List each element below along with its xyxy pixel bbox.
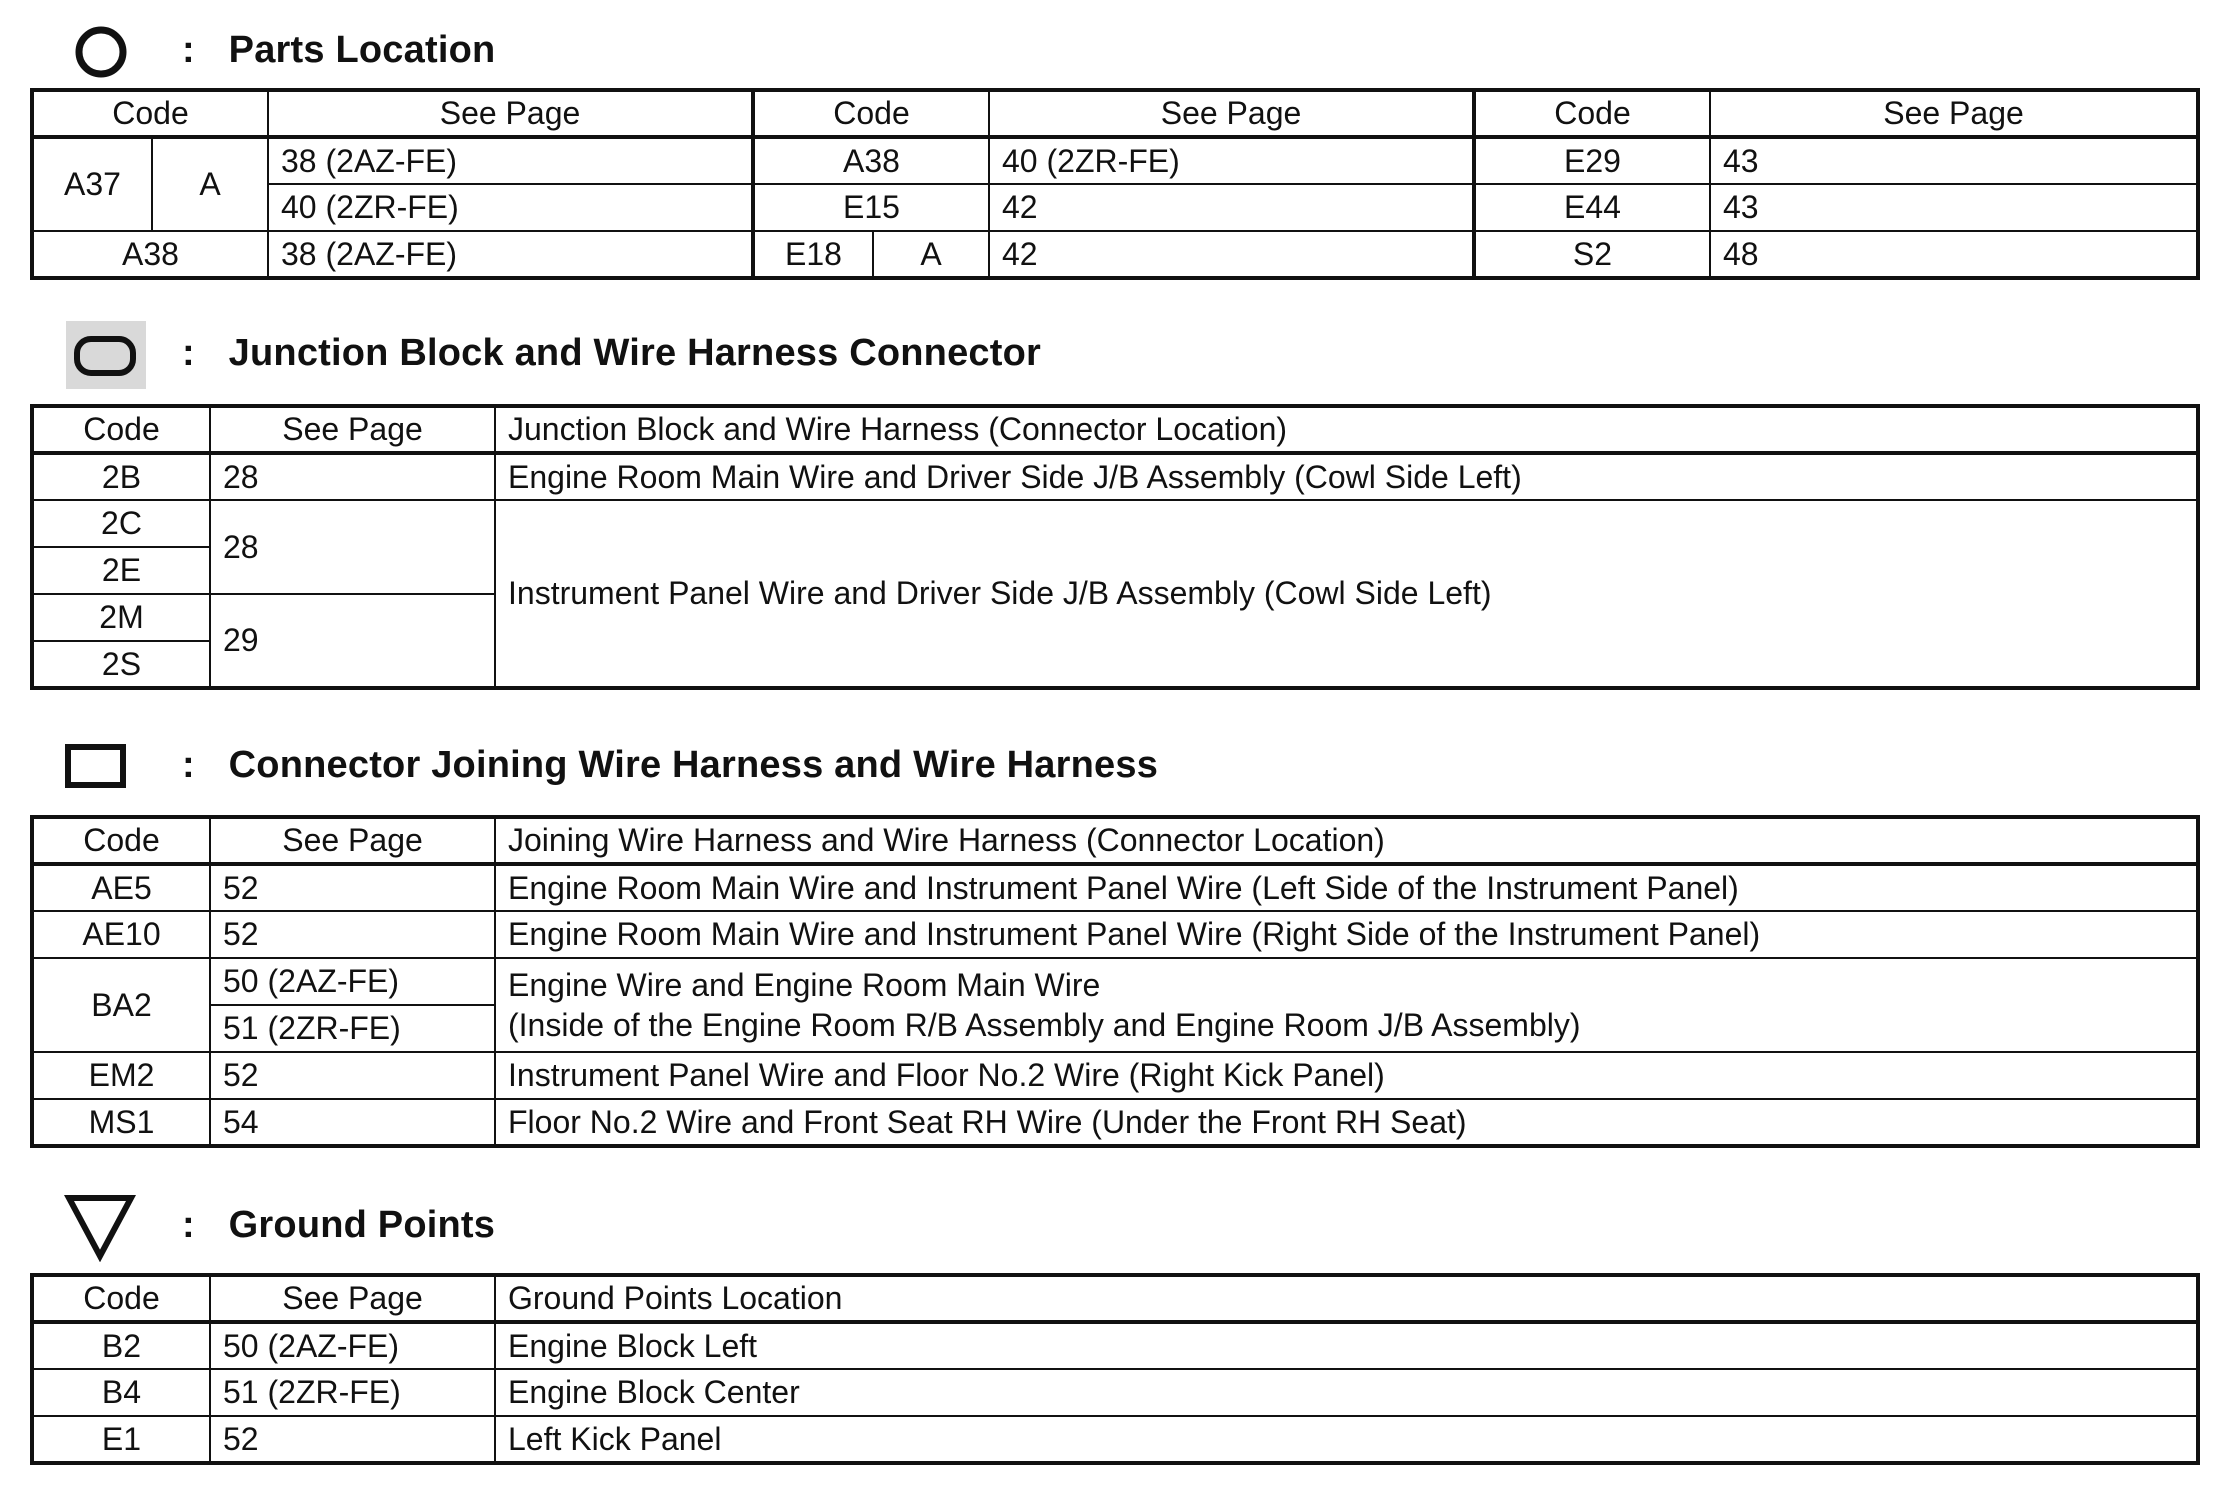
column-header-see-page: See Page: [210, 817, 495, 864]
table-row: [32, 864, 2198, 911]
column-header-see-page: See Page: [268, 90, 753, 137]
table-row: [32, 1052, 2198, 1099]
page-cell: 38 (2AZ-FE): [268, 137, 753, 184]
parts-location-table: [30, 88, 2200, 280]
page-cell: 28: [210, 500, 495, 594]
table-header-row: [32, 1275, 2198, 1322]
page-cell: 52: [210, 911, 495, 958]
column-header-see-page: See Page: [210, 406, 495, 453]
connector-joining-heading: [64, 725, 1158, 805]
heading-colon: :: [182, 28, 195, 71]
parts-location-heading: [64, 10, 495, 90]
code-cell: MS1: [32, 1099, 210, 1146]
table-row: [32, 184, 2198, 231]
heading-colon: :: [182, 1203, 195, 1246]
table-header-row: [32, 406, 2198, 453]
page-cell: 43: [1710, 184, 2198, 231]
column-header-location: Joining Wire Harness and Wire Harness (Connector Location): [495, 817, 2198, 864]
code-cell: B2: [32, 1322, 210, 1369]
location-cell: Left Kick Panel: [495, 1416, 2198, 1463]
page-cell: 52: [210, 864, 495, 911]
code-cell: B4: [32, 1369, 210, 1416]
code-cell: E29: [1474, 137, 1710, 184]
sub-code-cell: A: [873, 231, 989, 278]
column-header-see-page: See Page: [210, 1275, 495, 1322]
page-cell: 51 (2ZR-FE): [210, 1005, 495, 1052]
section-title: Parts Location: [228, 28, 496, 71]
connector-joining-table: [30, 815, 2200, 1148]
code-cell: E44: [1474, 184, 1710, 231]
page-cell: 50 (2AZ-FE): [210, 1322, 495, 1369]
code-cell: 2E: [32, 547, 210, 594]
page-cell: 28: [210, 453, 495, 500]
table-header-row: [32, 817, 2198, 864]
column-header-location: Junction Block and Wire Harness (Connector Location): [495, 406, 2198, 453]
code-cell: BA2: [32, 958, 210, 1052]
square-rect-icon: [64, 728, 146, 802]
table-row: [32, 958, 2198, 1005]
section-title: Junction Block and Wire Harness Connector: [228, 331, 1041, 374]
heading-colon: :: [182, 743, 195, 786]
column-header-code: Code: [753, 90, 989, 137]
code-cell: AE5: [32, 864, 210, 911]
location-cell: Engine Block Center: [495, 1369, 2198, 1416]
column-header-see-page: See Page: [989, 90, 1474, 137]
page-cell: 52: [210, 1416, 495, 1463]
column-header-location: Ground Points Location: [495, 1275, 2198, 1322]
column-header-code: Code: [32, 1275, 210, 1322]
sub-code-cell: A: [152, 137, 268, 231]
triangle-down-icon: [64, 1188, 146, 1262]
code-cell: A38: [753, 137, 989, 184]
table-row: [32, 1322, 2198, 1369]
section-title: Connector Joining Wire Harness and Wire Harness: [228, 743, 1159, 786]
location-line: (Inside of the Engine Room R/B Assembly and Engine Room J/B Assembly): [508, 1007, 1581, 1043]
table-row: [32, 911, 2198, 958]
location-cell: Engine Block Left: [495, 1322, 2198, 1369]
page-cell: 38 (2AZ-FE): [268, 231, 753, 278]
code-cell: E1: [32, 1416, 210, 1463]
page-cell: 42: [989, 184, 1474, 231]
code-cell: 2S: [32, 641, 210, 688]
code-cell: EM2: [32, 1052, 210, 1099]
code-cell: E18: [753, 231, 873, 278]
ground-points-table: [30, 1273, 2200, 1465]
page-cell: 50 (2AZ-FE): [210, 958, 495, 1005]
page-cell: 52: [210, 1052, 495, 1099]
heading-colon: :: [182, 331, 195, 374]
table-row: [32, 137, 2198, 184]
rounded-rect-icon: [64, 316, 146, 390]
location-cell: [495, 958, 2198, 1052]
ground-points-heading: [64, 1185, 495, 1265]
code-cell: 2M: [32, 594, 210, 641]
circle-icon: [64, 13, 146, 87]
column-header-code: Code: [32, 90, 268, 137]
table-row: [32, 1416, 2198, 1463]
code-cell: S2: [1474, 231, 1710, 278]
column-header-code: Code: [32, 817, 210, 864]
location-line: Engine Wire and Engine Room Main Wire: [508, 967, 1101, 1003]
location-cell: Engine Room Main Wire and Instrument Panel Wire (Left Side of the Instrument Panel): [495, 864, 2198, 911]
page-cell: 43: [1710, 137, 2198, 184]
table-row: [32, 1099, 2198, 1146]
page-cell: 29: [210, 594, 495, 688]
code-cell: E15: [753, 184, 989, 231]
location-cell: Instrument Panel Wire and Floor No.2 Wire (Right Kick Panel): [495, 1052, 2198, 1099]
page-cell: 54: [210, 1099, 495, 1146]
junction-block-table: [30, 404, 2200, 690]
table-row: [32, 500, 2198, 547]
column-header-code: Code: [32, 406, 210, 453]
table-header-row: [32, 90, 2198, 137]
code-cell: 2C: [32, 500, 210, 547]
junction-block-heading: [64, 313, 1041, 393]
page-cell: 51 (2ZR-FE): [210, 1369, 495, 1416]
page-cell: 42: [989, 231, 1474, 278]
location-cell: Instrument Panel Wire and Driver Side J/B Assembly (Cowl Side Left): [495, 500, 2198, 688]
column-header-see-page: See Page: [1710, 90, 2198, 137]
code-cell: A38: [32, 231, 268, 278]
page-cell: 40 (2ZR-FE): [268, 184, 753, 231]
section-title: Ground Points: [228, 1203, 496, 1246]
code-cell: 2B: [32, 453, 210, 500]
code-cell: A37: [32, 137, 152, 231]
table-row: [32, 231, 2198, 278]
location-cell: Engine Room Main Wire and Driver Side J/B Assembly (Cowl Side Left): [495, 453, 2198, 500]
page-cell: 48: [1710, 231, 2198, 278]
table-row: [32, 1369, 2198, 1416]
page-cell: 40 (2ZR-FE): [989, 137, 1474, 184]
location-cell: Engine Room Main Wire and Instrument Panel Wire (Right Side of the Instrument Panel): [495, 911, 2198, 958]
table-row: [32, 453, 2198, 500]
column-header-code: Code: [1474, 90, 1710, 137]
code-cell: AE10: [32, 911, 210, 958]
location-cell: Floor No.2 Wire and Front Seat RH Wire (Under the Front RH Seat): [495, 1099, 2198, 1146]
